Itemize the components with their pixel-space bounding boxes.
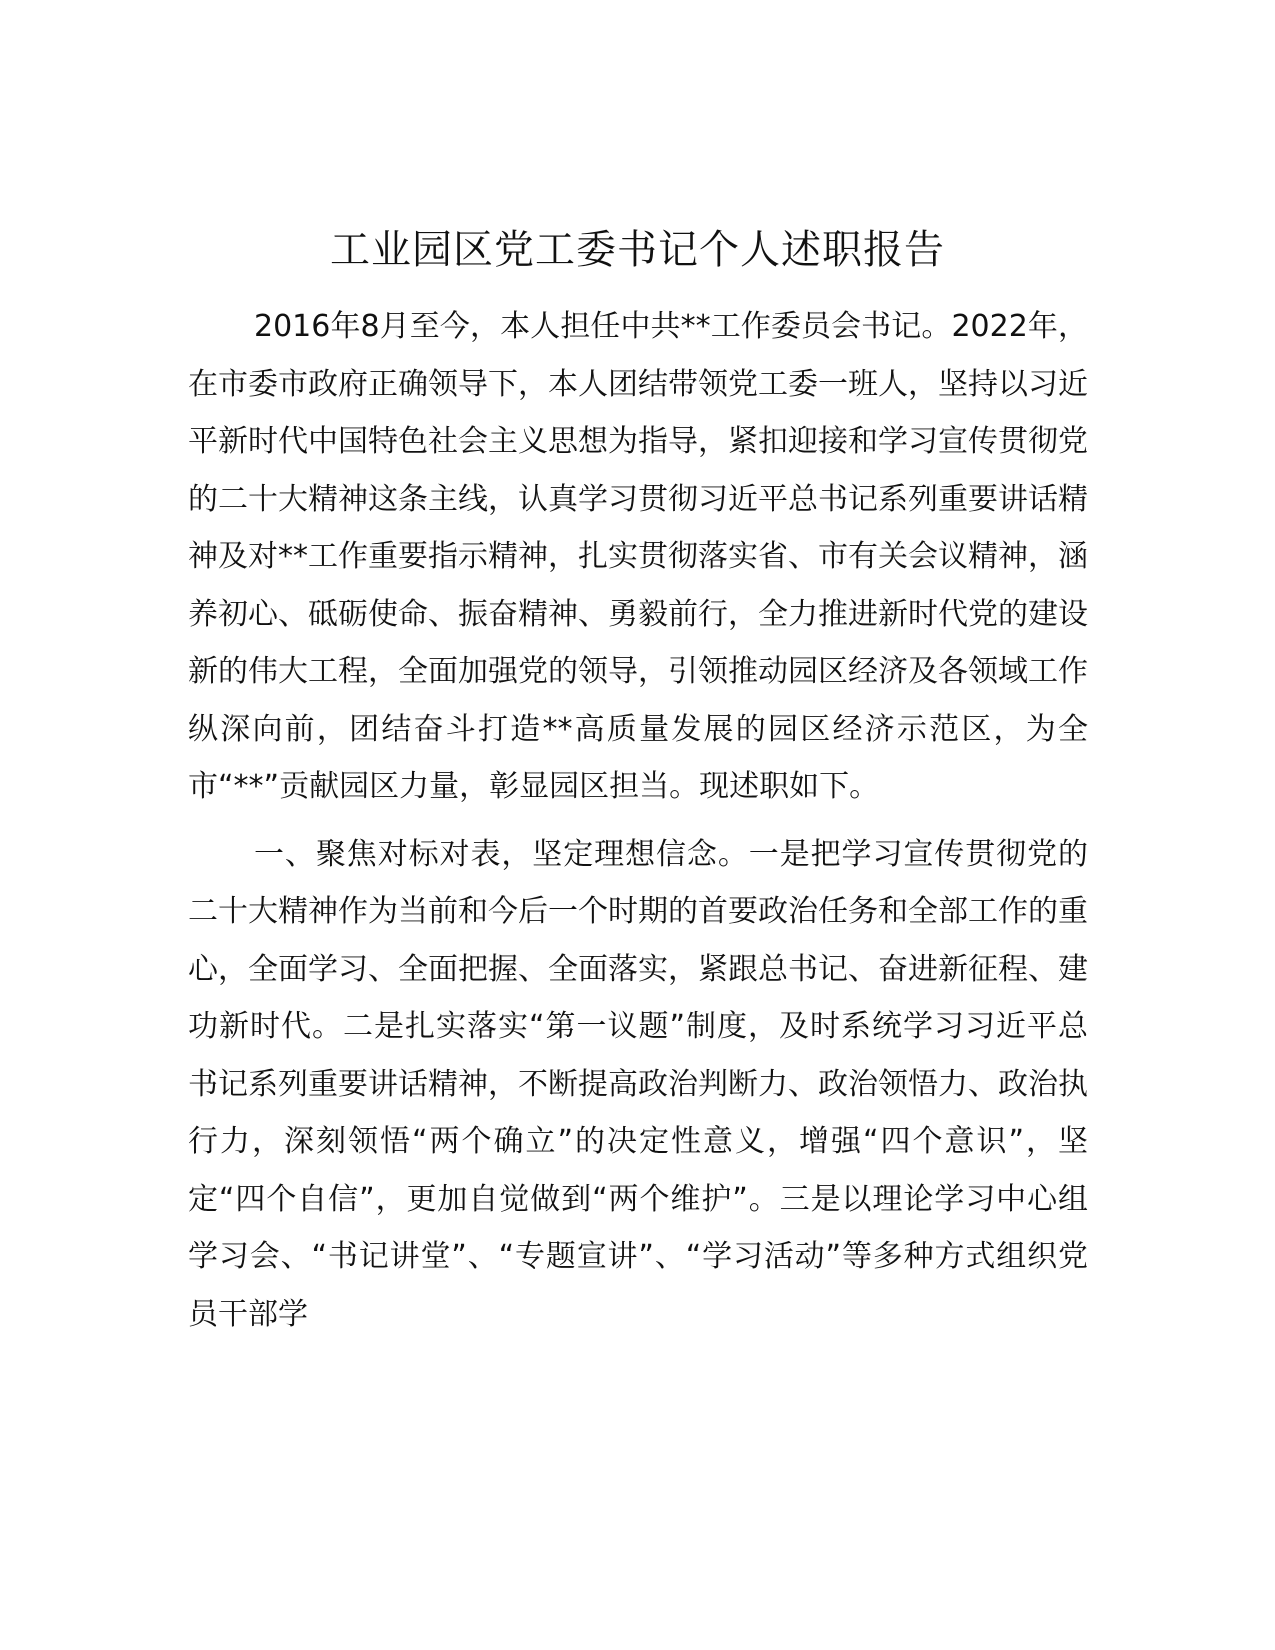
paragraph-section-one: 一、聚焦对标对表，坚定理想信念。一是把学习宣传贯彻党的二十大精神作为当前和今后一个时期的首要政治任务和全部工作的重心，全面学习、全面把握、全面落实，紧跟总书记、奋进新征程、建功新时代。二是扎实落实“第一议题”制度，及时系统学习习近平总书记系列重要讲话精神，不断提高政治判断力、政治领悟力、政治执行力，深刻领悟“两个确立”的决定性意义，增强“四个意识”，坚定“四个自信”，更加自觉做到“两个维护”。三是以理论学习中心组学习会、“书记讲堂”、“专题宣讲”、“学习活动”等多种方式组织党员干部学: [188, 836, 1088, 1332]
document-title: 工业园区党工委书记个人述职报告: [330, 227, 945, 273]
paragraph-introduction: 2016年8月至今，本人担任中共**工作委员会书记。2022年，在市委市政府正确领导下，本人团结带领党工委一班人，坚持以习近平新时代中国特色社会主义思想为指导，紧扣迎接和学习宣传贯彻党的二十大精神这条主线，认真学习贯彻习近平总书记系列重要讲话精神及对**工作重要指示精神，扎实贯彻落实省、市有关会议精神，涵养初心、砥砺使命、振奋精神、勇毅前行，全力推进新时代党的建设新的伟大工程，全面加强党的领导，引领推动园区经济及各领域工作纵深向前，团结奋斗打造**高质量发展的园区经济示范区，为全市“**”贡献园区力量，彰显园区担当。现述职如下。: [188, 309, 1088, 804]
document-body: [188, 298, 1088, 1343]
